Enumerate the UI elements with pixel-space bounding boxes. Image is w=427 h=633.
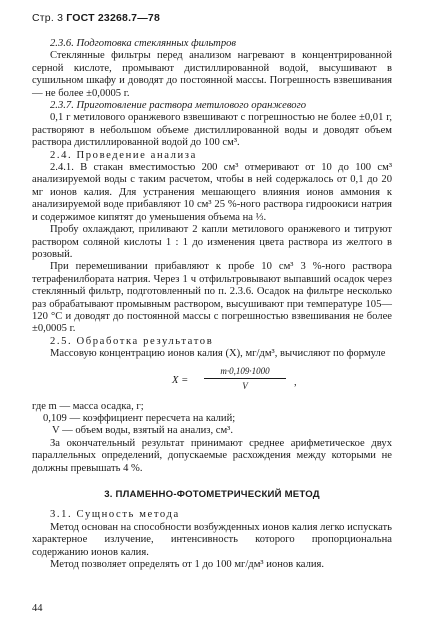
formula-trail: ,	[294, 376, 297, 388]
document-body	[32, 38, 392, 571]
paragraph: При перемешивании прибавляют к пробе 10 см³ 3 %-ного раствора тетрафенилбората натрия. Через 1 ч отфильтровывают выпавший осадок через стеклянный фильтр, подготовленный по п. 2.3.6. Осадок на фильтре несколько раз обрабатывают промывным раствором, высушивают при температуре 105—120 °С и доводят до постоянной массы с погрешностью взвешивания не более ±0,0005 г.	[32, 261, 392, 335]
paragraph: Стеклянные фильтры перед анализом нагревают в концентрированной серной кислоте, промывают дистиллированной водой, высушивают в сушильном шкафу и доводят до постоянной массы. Погрешность взвешивания — не более ±0,0005 г.	[32, 50, 392, 99]
paragraph: Метод основан на способности возбужденных ионов калия легко испускать характерное излучение, интенсивность которого пропорциональна содержанию ионов калия.	[32, 521, 392, 558]
formula-legend-item: где m — масса осадка, г;	[32, 400, 144, 412]
page-label: Стр. 3	[32, 12, 64, 24]
formula	[32, 365, 392, 395]
section-heading: 2.3.6. Подготовка стеклянных фильтров	[50, 38, 237, 49]
page-number: 44	[32, 603, 43, 614]
section-title: 3. ПЛАМЕННО-ФОТОМЕТРИЧЕСКИЙ МЕТОД	[104, 489, 320, 500]
paragraph: 0,1 г метилового оранжевого взвешивают с погрешностью не более ±0,01 г, растворяют в небольшом объеме дистиллированной воды и доводят объем раствора дистиллированной водой до 100 см³.	[32, 112, 392, 149]
paragraph: Пробу охлаждают, приливают 2 капли метилового оранжевого и титруют раствором соляной кислоты 1 : 1 до изменения цвета раствора из желтого в розовый.	[32, 224, 392, 260]
formula-denominator: V	[242, 380, 248, 391]
page-header	[32, 12, 160, 24]
formula-numerator: m·0,109·1000	[204, 365, 286, 379]
standard-number: ГОСТ 23268.7—78	[66, 12, 161, 24]
section-heading: 3.1. Сущность метода	[50, 509, 180, 521]
formula-fraction	[204, 365, 286, 393]
paragraph: Массовую концентрацию ионов калия (X), мг/дм³, вычисляют по формуле	[50, 348, 386, 360]
paragraph: 2.4.1. В стакан вместимостью 200 см³ отмеривают от 10 до 100 см³ анализируемой воды с таким расчетом, чтобы в ней содержалось от 0,1 до 20 мг ионов калия. Для устранения мешающего влияния ионов аммония к анализируемой воде прибавляют 10 см³ 25 %-ного раствора гидроокиси натрия и содержимое кипятят до уменьшения объема на ⅓.	[32, 162, 392, 223]
section-heading: 2.4. Проведение анализа	[50, 149, 197, 161]
section-heading: 2.5. Обработка результатов	[50, 335, 214, 347]
formula-legend-item: 0,109 — коэффициент пересчета на калий;	[43, 412, 236, 424]
formula-legend-item: V — объем воды, взятый на анализ, см³.	[52, 425, 234, 437]
paragraph: За окончательный результат принимают среднее арифметическое двух параллельных определений, допускаемые расхождения между которыми не должны превышать 4 %.	[32, 437, 392, 474]
paragraph: Метод позволяет определять от 1 до 100 мг/дм³ ионов калия.	[50, 559, 325, 571]
formula-lhs: X =	[172, 374, 189, 386]
section-heading: 2.3.7. Приготовление раствора метилового оранжевого	[50, 100, 307, 112]
